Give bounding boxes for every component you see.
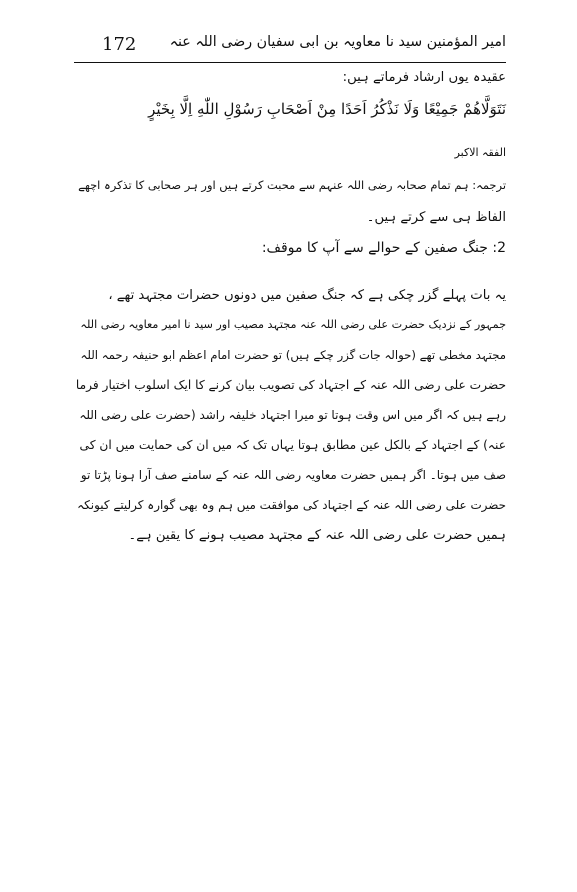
paragraph-line-6: عنہ) کے اجتہاد کے بالکل عین مطابق ہوتا یہاں تک کہ میں ان کی حمایت میں ان کی bbox=[79, 438, 506, 452]
running-title: امیر المؤمنین سید نا معاویہ بن ابی سفیان رضی اللہ عنہ bbox=[169, 34, 506, 50]
page-number: 172 bbox=[102, 34, 137, 55]
source-reference: الفقہ الاکبر bbox=[454, 146, 506, 159]
section-heading: 2: جنگ صفین کے حوالے سے آپ کا موقف: bbox=[261, 240, 506, 256]
translation-line-2: الفاظ ہی سے کرتے ہیں۔ bbox=[366, 210, 506, 225]
paragraph-line-8: حضرت علی رضی اللہ عنہ کے اجتہاد کی موافقت میں ہم وہ بھی گوارہ کرلیتے کیونکہ bbox=[77, 498, 506, 512]
header-rule bbox=[74, 62, 506, 63]
intro-line: عقیدہ یوں ارشاد فرماتے ہیں: bbox=[342, 70, 506, 85]
paragraph-line-3: مجتہد مخطی تھے (حوالہ جات گزر چکے ہیں) تو حضرت امام اعظم ابو حنیفہ رحمہ اللہ bbox=[80, 348, 506, 362]
paragraph-line-1: یہ بات پہلے گزر چکی ہے کہ جنگ صفین میں دونوں حضرات مجتہد تھے ، bbox=[108, 288, 506, 303]
paragraph-line-2: جمہور کے نزدیک حضرت علی رضی اللہ عنہ مجتہد مصیب اور سید نا امیر معاویہ رضی اللہ bbox=[80, 318, 506, 331]
arabic-verse: نَتَوَلَّاهُمْ جَمِيْعًا وَلَا نَذْكُرُ اَحَدًا مِنْ اَصْحَابِ رَسُوْلِ اللّٰهِ اِلَّا بِخَيْرٍ bbox=[148, 100, 506, 118]
page-header bbox=[74, 26, 506, 62]
paragraph-line-9: ہمیں حضرت علی رضی اللہ عنہ کے مجتہد مصیب ہونے کا یقین ہے۔ bbox=[128, 528, 506, 543]
paragraph-line-5: رہے ہیں کہ اگر میں اس وقت ہوتا تو میرا اجتہاد خلیفہ راشد (حضرت علی رضی اللہ bbox=[79, 408, 506, 422]
translation-line-1: ترجمہ: ہم تمام صحابہ رضی اللہ عنہم سے محبت کرتے ہیں اور ہر صحابی کا تذکرہ اچھے bbox=[78, 178, 506, 192]
paragraph-line-7: صف میں ہوتا۔ اگر ہمیں حضرت معاویہ رضی اللہ عنہ کے سامنے صف آرا ہونا پڑتا تو bbox=[80, 468, 506, 482]
paragraph-line-4: حضرت علی رضی اللہ عنہ کے اجتہاد کی تصویب بیان کرنے کا ایک اسلوب اختیار فرما bbox=[75, 378, 506, 392]
